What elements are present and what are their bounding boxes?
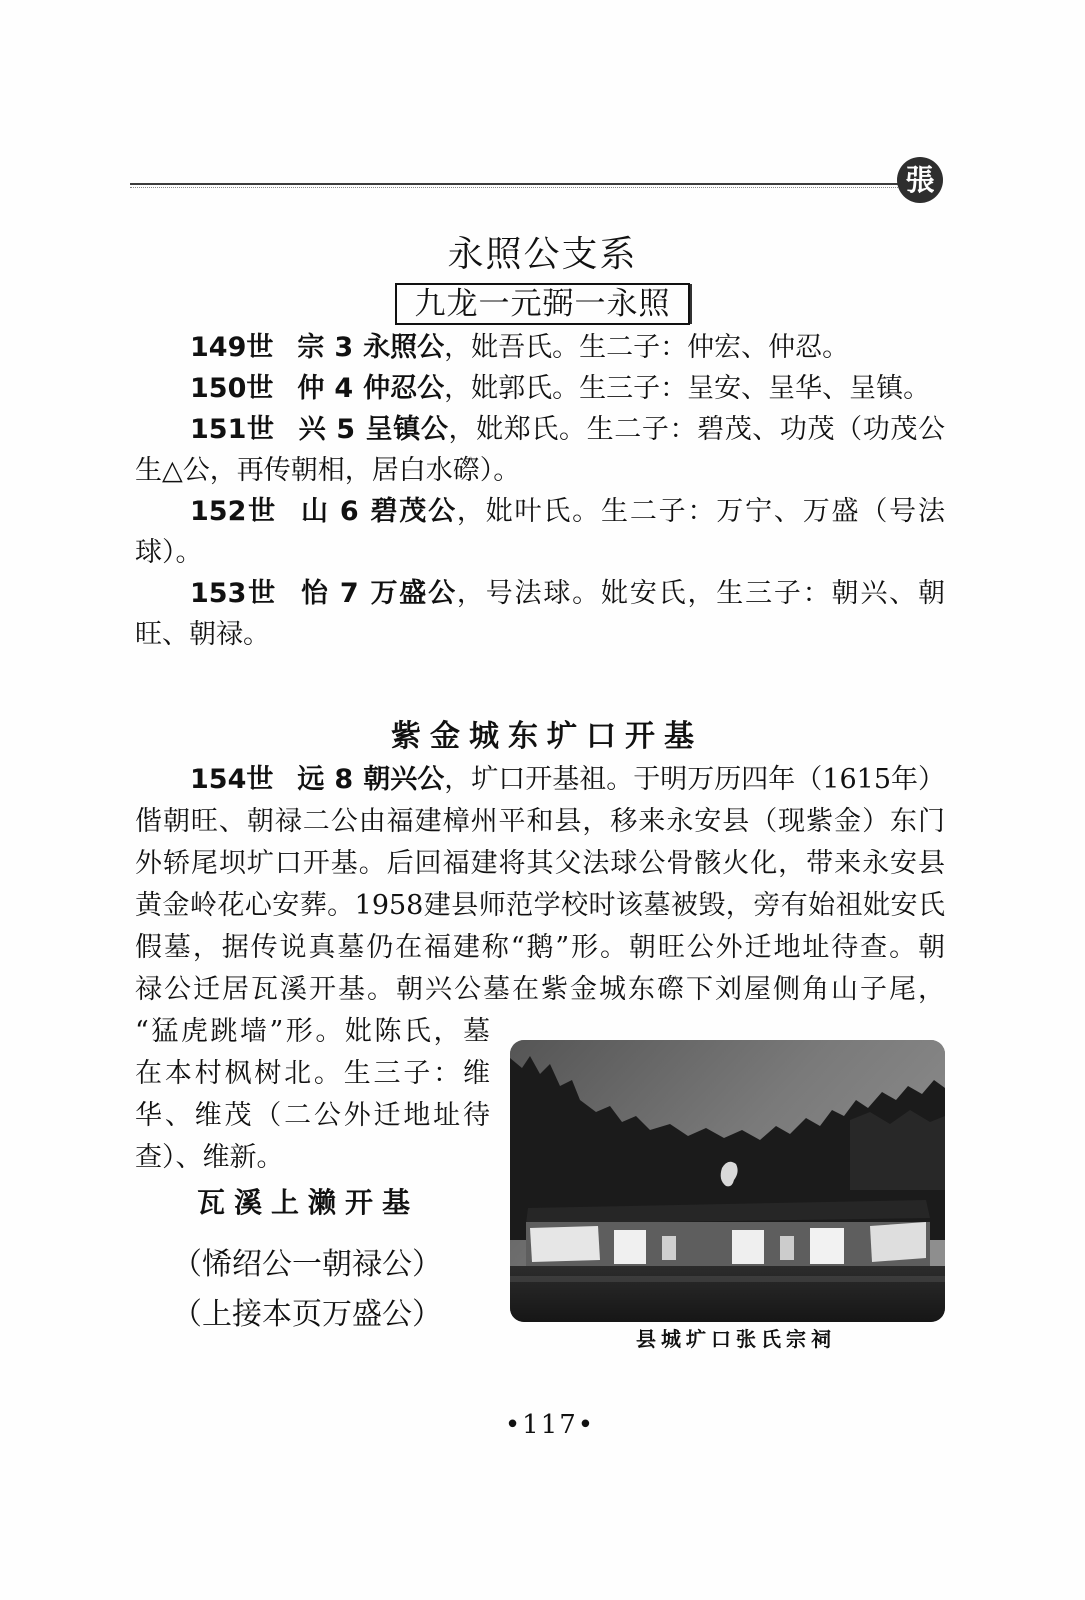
entry-151-line <box>135 409 945 450</box>
generation-character: 兴 <box>298 414 327 445</box>
ancestor-name: 朝兴公 <box>363 764 445 795</box>
section-title: 永照公支系 <box>447 234 638 275</box>
paragraph-line: “猛虎跳墙”形。妣陈氏，墓 <box>135 1016 490 1047</box>
generation-number: 8 <box>334 764 354 795</box>
hall-wall-left <box>530 1226 600 1262</box>
genealogy-entries <box>135 327 945 655</box>
paragraph-line: 假墓，据传说真墓仍在福建称“鹅”形。朝旺公外迁地址待查。朝 <box>135 932 945 963</box>
entry-text: ，妣郭氏。生三子：呈安、呈华、呈镇。 <box>444 373 931 404</box>
generation-label: 150世 <box>190 373 274 404</box>
entry-151-continuation: 生△公，再传朝相，居白水磜）。 <box>135 455 521 486</box>
generation-number: 3 <box>334 332 354 363</box>
water-reflection <box>510 1276 945 1282</box>
header-rule <box>130 183 898 185</box>
subsection-note: （上接本页万盛公） <box>172 1297 442 1332</box>
section-heading: 紫金城东圹口开基 <box>391 719 703 754</box>
hall-door <box>614 1230 646 1264</box>
generation-character: 远 <box>297 764 325 795</box>
paragraph-line: 在本村枫树北。生三子：维 <box>135 1058 490 1089</box>
hall-window <box>662 1236 676 1260</box>
ancestor-name: 仲忍公 <box>363 373 445 404</box>
entry-149-line <box>135 327 945 368</box>
entry-152-line <box>135 491 945 532</box>
entry-150-line <box>135 368 945 409</box>
entry-text: ，妣叶氏。生二子：万宁、万盛（号法 <box>456 496 946 527</box>
generation-label: 153世 <box>190 578 277 609</box>
ancestor-name: 永照公 <box>363 332 445 363</box>
generation-character: 仲 <box>297 373 325 404</box>
generation-label: 154世 <box>190 764 274 795</box>
entry-153-continuation: 旺、朝禄。 <box>135 619 270 650</box>
generation-number: 4 <box>334 373 354 404</box>
entry-153-line <box>135 573 945 614</box>
entry-text: ，圹口开基祖。于明万历四年（1615年） <box>444 764 946 795</box>
tree-texture <box>850 1110 945 1190</box>
entry-text: ，妣吾氏。生二子：仲宏、仲忍。 <box>444 332 850 363</box>
generation-number: 6 <box>339 496 359 527</box>
lineage-box: 九龙一元弼一永照 <box>395 283 690 325</box>
ancestral-hall-image <box>510 1040 945 1322</box>
ground <box>510 1266 945 1322</box>
entry-154-line <box>135 759 945 801</box>
hall-wall-right <box>870 1222 926 1262</box>
paragraph-line: 外轿尾坝圹口开基。后回福建将其父法球公骨骸火化，带来永安县 <box>135 848 945 879</box>
hall-door <box>810 1228 844 1264</box>
generation-character: 怡 <box>301 578 330 609</box>
subsection-heading: 瓦溪上濑开基 <box>197 1186 420 1219</box>
paragraph-line: 偕朝旺、朝禄二公由福建樟州平和县，移来永安县（现紫金）东门 <box>135 806 945 837</box>
hall-door <box>732 1230 764 1264</box>
ancestral-hall-photo <box>510 1040 945 1322</box>
generation-label: 149世 <box>190 332 274 363</box>
subsection-lineage: （悕绍公一朝禄公） <box>172 1247 442 1282</box>
ancestor-name: 万盛公 <box>368 578 457 609</box>
paragraph-line: 黄金岭花心安葬。1958建县师范学校时该墓被毁，旁有始祖妣安氏 <box>135 890 945 921</box>
entry-152-continuation: 球）。 <box>135 537 203 568</box>
generation-number: 7 <box>339 578 359 609</box>
generation-label: 151世 <box>190 414 275 445</box>
ancestor-name: 呈镇公 <box>365 414 449 445</box>
surname-badge-icon: 張 <box>897 157 943 203</box>
paragraph-line: 禄公迁居瓦溪开基。朝兴公墓在紫金城东磜下刘屋侧角山子尾， <box>135 974 945 1005</box>
paragraph-line: 华、维茂（二公外迁地址待 <box>135 1100 490 1131</box>
hall-window <box>780 1236 794 1260</box>
page-number: •117• <box>504 1410 596 1440</box>
paragraph-line: 查）、维新。 <box>135 1142 284 1173</box>
generation-number: 5 <box>336 414 356 445</box>
photo-caption: 县城圹口张氏宗祠 <box>636 1327 836 1351</box>
ancestor-name: 碧茂公 <box>368 496 457 527</box>
generation-character: 山 <box>301 496 330 527</box>
entry-text: ，妣郑氏。生二子：碧茂、功茂（功茂公 <box>448 414 946 445</box>
generation-label: 152世 <box>190 496 277 527</box>
generation-character: 宗 <box>297 332 325 363</box>
header-rule-dotted <box>130 187 898 188</box>
entry-text: ，号法球。妣安氏，生三子：朝兴、朝 <box>456 578 946 609</box>
